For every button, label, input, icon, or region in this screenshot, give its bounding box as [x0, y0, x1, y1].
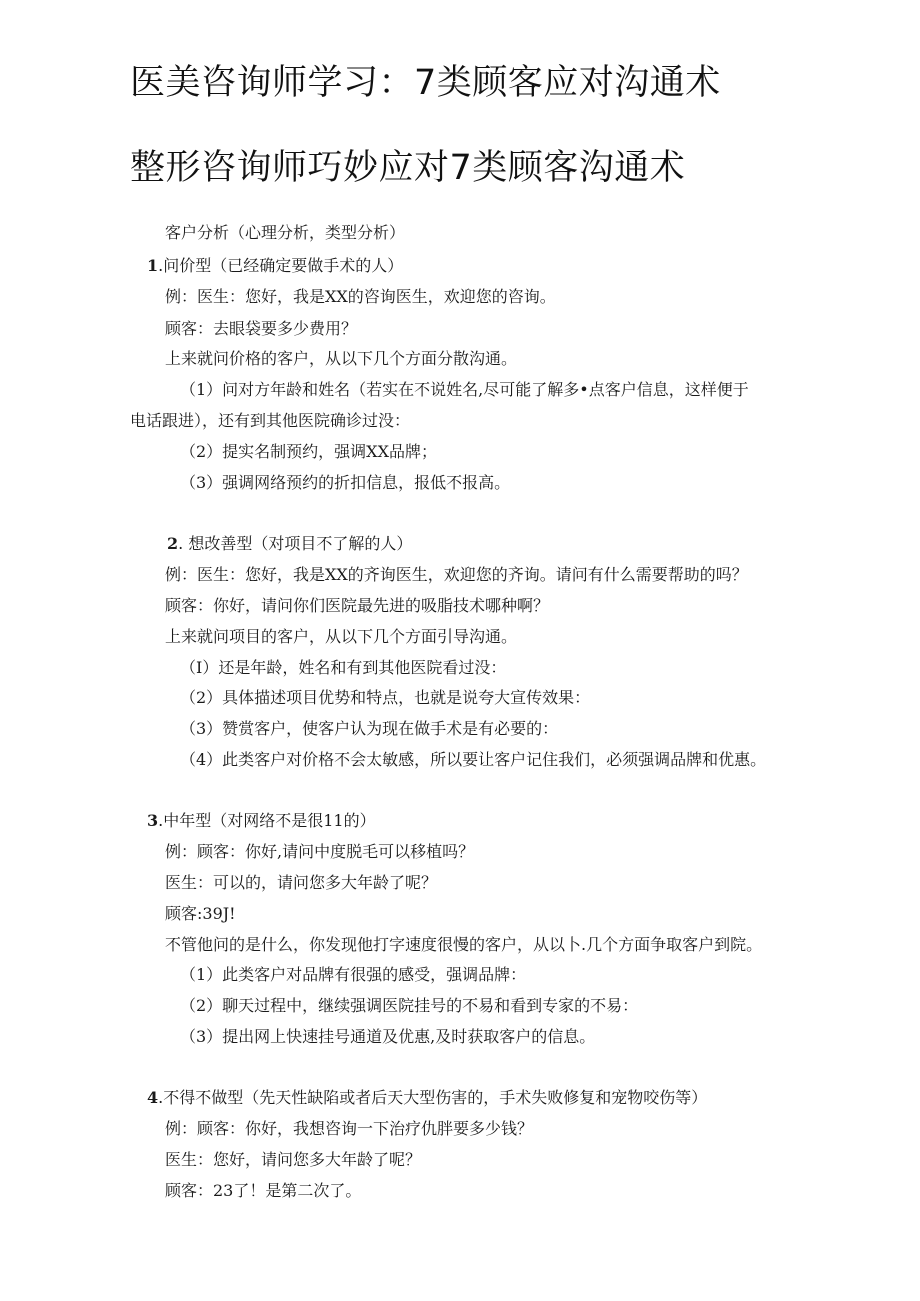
paragraph-line: （1）此类客户对品牌有很强的感受，强调品牌： — [180, 965, 527, 984]
section-number: 2 — [167, 534, 179, 553]
document-subtitle: 整形咨询师巧妙应对7类顾客沟通术 — [130, 148, 686, 188]
section-heading-3 — [147, 810, 376, 832]
paragraph-line: 例：顾客：你好,请问中度脱毛可以移植吗？ — [165, 842, 475, 861]
paragraph-line: 不管他问的是什么，你发现他打字速度很慢的客户，从以卜.几个方面争取客户到院。 — [165, 935, 763, 954]
section-number: 4 — [147, 1088, 159, 1107]
paragraph-line: 上来就问价格的客户，从以下几个方面分散沟通。 — [165, 349, 518, 368]
section-number: 1 — [147, 256, 159, 275]
paragraph-line: （3）赞赏客户，使客户认为现在做手术是有必要的： — [180, 719, 559, 738]
paragraph-line: （3）强调网络预约的折扣信息，报低不报高。 — [180, 473, 511, 492]
section-number: 3 — [147, 811, 159, 830]
paragraph-line: 电话跟进），还有到其他医院确诊过没： — [130, 411, 411, 430]
section-heading-4 — [147, 1087, 707, 1109]
paragraph-line: （I）还是年龄，姓名和有到其他医院看过没： — [180, 658, 507, 677]
paragraph-line: 上来就问项目的客户，从以下几个方面引导沟通。 — [165, 627, 518, 646]
paragraph-line: 医生：可以的，请问您多大年龄了呢？ — [165, 873, 438, 892]
document-title: 医美咨询师学习：7类顾客应对沟通术 — [130, 63, 721, 103]
intro-text: 客户分析（心理分析，类型分析） — [165, 223, 406, 242]
paragraph-line: （2）具体描述项目优势和特点，也就是说夸大宣传效果： — [180, 688, 591, 707]
paragraph-line: 医生：您好，请问您多大年龄了呢？ — [165, 1150, 422, 1169]
paragraph-line: 例：医生：您好，我是XX的齐询医生，欢迎您的齐询。请问有什么需要帮助的吗？ — [165, 565, 748, 584]
paragraph-line: 顾客:39J! — [165, 904, 236, 923]
section-heading-1 — [147, 255, 403, 277]
paragraph-line: 顾客：去眼袋要多少费用？ — [165, 319, 358, 338]
paragraph-line: 顾客：23了！是第二次了。 — [165, 1181, 362, 1200]
section-title: . 想改善型（对项目不了解的人） — [178, 534, 413, 553]
paragraph-line: （3）提出网上快速挂号通道及优惠,及时获取客户的信息。 — [180, 1027, 596, 1046]
paragraph-line: （4）此类客户对价格不会太敏感，所以要让客户记住我们，必须强调品牌和优惠。 — [180, 750, 767, 769]
paragraph-line: （2）提实名制预约，强调XX品牌； — [180, 442, 437, 461]
paragraph-line: （2）聊天过程中，继续强调医院挂号的不易和看到专家的不易： — [180, 996, 639, 1015]
paragraph-line: （1）问对方年龄和姓名（若实在不说姓名,尽可能了解多•点客户信息，这样便于 — [180, 380, 749, 399]
section-heading-2 — [167, 533, 412, 555]
section-title: .中年型（对网络不是很11的） — [158, 811, 376, 830]
section-title: .问价型（已经确定要做手术的人） — [158, 256, 404, 275]
paragraph-line: 顾客：你好，请问你们医院最先进的吸脂技术哪种啊？ — [165, 596, 550, 615]
paragraph-line: 例：顾客：你好，我想咨询一下治疗仇胖要多少钱？ — [165, 1119, 534, 1138]
section-title: .不得不做型（先天性缺陷或者后天大型伤害的，手术失败修复和宠物咬伤等） — [158, 1088, 708, 1107]
paragraph-line: 例：医生：您好，我是XX的咨询医生，欢迎您的咨询。 — [165, 287, 556, 306]
